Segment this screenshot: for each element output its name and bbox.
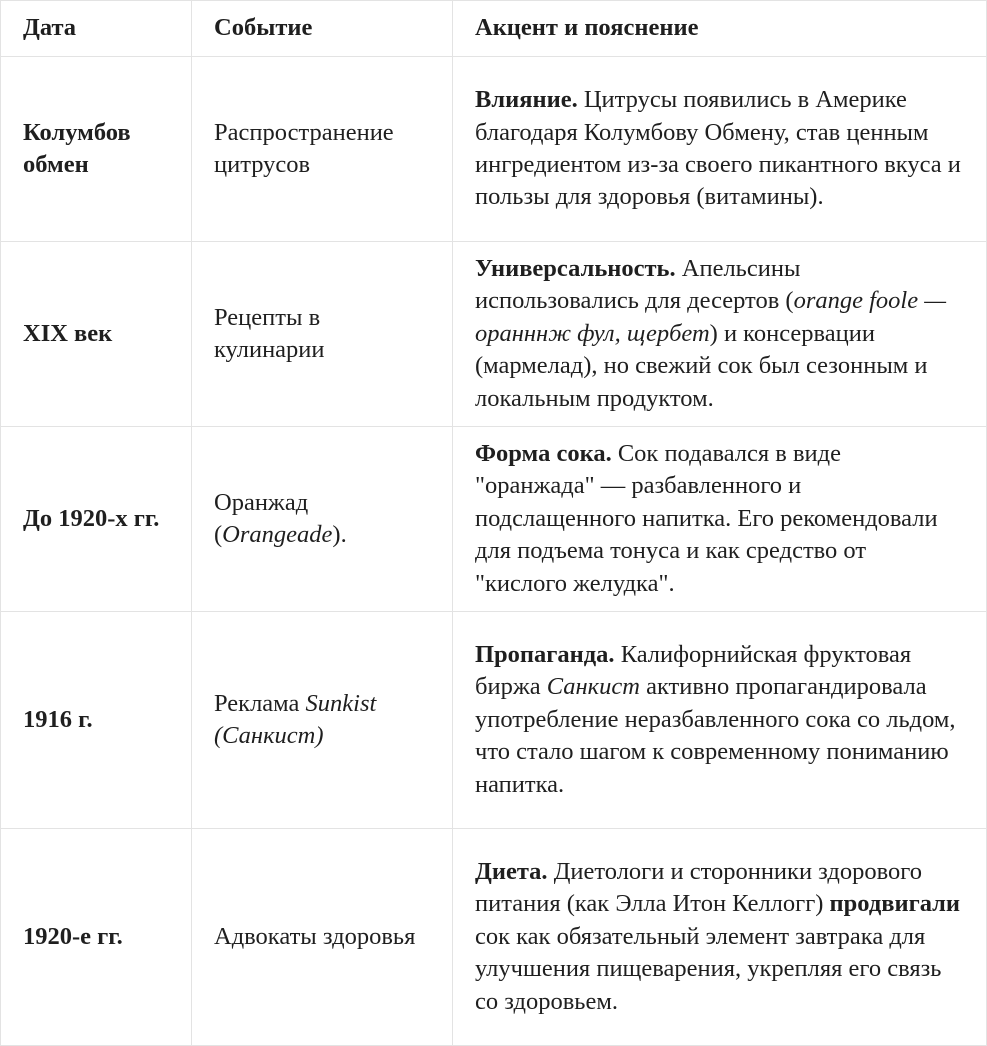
header-note: Акцент и пояснение [453,1,987,57]
header-date: Дата [1,1,192,57]
note-text: ) и консервации (мармелад), но свежий сок был сезонным и локальным продуктом. [475,319,928,412]
event-cell: Распространение цитрусов [192,57,453,242]
event-italic: Orangeade [222,521,333,548]
table-row [1,427,987,612]
note-text: Апельсины использовались для десертов ( [475,254,801,315]
note-cell [453,242,987,427]
note-cell [453,427,987,612]
note-strong: продвигали [829,890,961,918]
note-text: сок как обязательный элемент завтрака для улучшения пищеварения, укрепляя его связь со здоровьем. [475,922,942,1015]
table-row [1,57,987,242]
table-row [1,242,987,427]
table-row [1,612,987,829]
header-row [1,1,987,57]
note-text: активно пропагандировала употребление неразбавленного сока со льдом, что стало шагом к современному пониманию напитка. [475,673,956,798]
date-cell: Колумбов обмен [1,57,192,242]
table-row [1,829,987,1046]
date-cell: XIX век [1,242,192,427]
note-lead: Универсальность. [475,254,676,282]
note-italic: orange foole — оранннж фул, щербет [475,287,946,347]
event-cell [192,427,453,612]
event-cell [192,612,453,829]
note-lead: Влияние. [475,86,578,114]
note-text: Цитрусы появились в Америке благодаря Колумбову Обмену, став ценным ингредиентом из-за своего пикантного вкуса и пользы для здоровья (витамины). [475,86,961,211]
date-cell: 1920-е гг. [1,829,192,1046]
note-text: Сок подавался в виде "оранжада" — разбавленного и подслащенного напитка. Его рекомендовали для подъема тонуса и как средство от "кислого желудка". [475,439,938,597]
note-lead: Пропаганда. [475,640,615,668]
note-cell [453,612,987,829]
note-lead: Форма сока. [475,439,612,467]
header-event: Событие [192,1,453,57]
note-text: Калифорнийская фруктовая биржа [475,640,912,701]
note-cell [453,829,987,1046]
event-text: Реклама [214,689,306,717]
event-italic: Sunkist (Санкист) [214,689,377,749]
note-cell [453,57,987,242]
note-italic: Санкист [546,673,640,701]
date-cell: 1916 г. [1,612,192,829]
date-cell: До 1920-х гг. [1,427,192,612]
event-text: ). [332,521,347,548]
event-text: Оранжад ( [214,488,309,548]
note-lead: Диета. [475,857,548,885]
note-text: Диетологи и сторонники здорового питания (как Элла Итон Келлогг) [475,857,922,918]
event-cell: Рецепты в кулинарии [192,242,453,427]
event-cell: Адвокаты здоровья [192,829,453,1046]
